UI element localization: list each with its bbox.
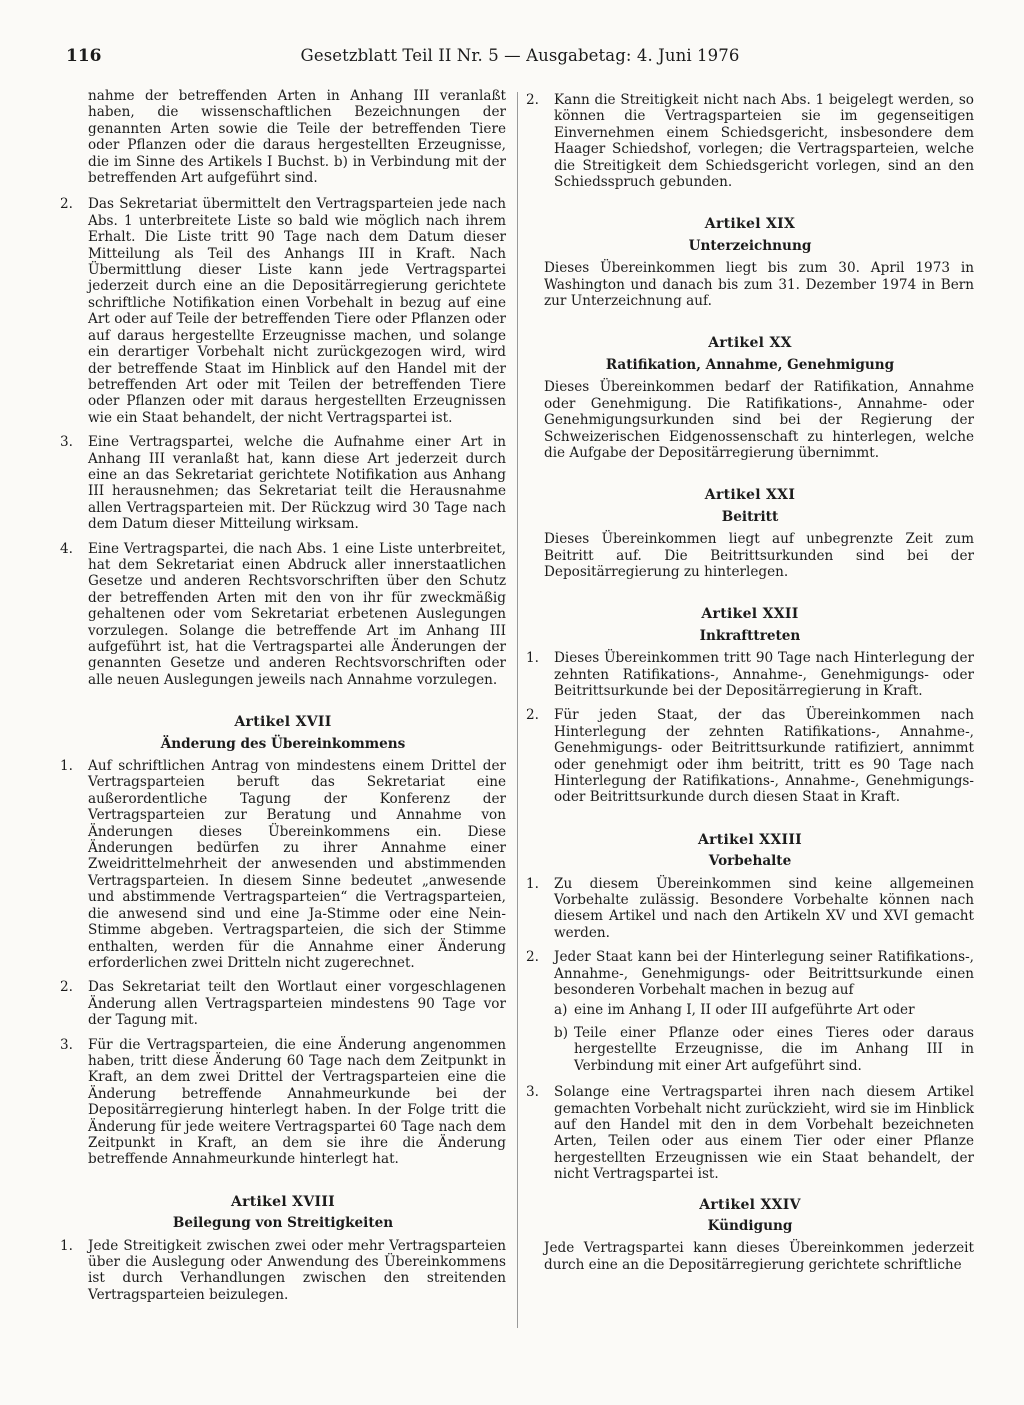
article-title: Inkrafttreten <box>699 627 801 644</box>
sub-item-label: a) <box>554 1002 568 1019</box>
list-item <box>526 876 974 942</box>
item-number: 2. <box>526 92 539 108</box>
article-text: Dieses Übereinkommen bedarf der Ratifikation, Annahme oder Genehmigung. Die Ratifikations-, Annahme- oder Genehmigungsurkunden sind bei der Regierung der Schweizerischen Eidgenossenschaft zu hinterlegen, welche die Aufgabe der Depositärregierung übernimmt. <box>544 379 974 461</box>
list-item <box>60 758 506 971</box>
article-number: Artikel XXIV <box>699 1196 801 1213</box>
list-item <box>526 707 974 805</box>
item-text: Eine Vertragspartei, welche die Aufnahme einer Art in Anhang III veranlaßt hat, kann diese Art jederzeit durch eine an das Sekretariat gerichtete Notifikation aus Anhang III herausnehmen; das Sekretariat teilt die Herausnahme allen Vertragsparteien mit. Der Rückzug wird 30 Tage nach dem Datum dieser Mitteilung wirksam. <box>88 434 506 533</box>
page-number: 116 <box>66 46 102 66</box>
item-text: Für die Vertragsparteien, die eine Änderung angenommen haben, tritt diese Änderung 60 Tage nach dem Zeitpunkt in Kraft, an dem zwei Drittel der Vertragsparteien eine die Änderung betreffende Annahmeurkunde bei der Depositärregierung hinterlegt haben. In der Folge tritt die Änderung für jede weitere Vertragspartei 60 Tage nach dem Zeitpunkt in Kraft, an dem sie ihre die Änderung betreffende Annahmeurkunde hinterlegt hat. <box>88 1036 506 1168</box>
item-number: 4. <box>60 540 73 557</box>
item-number: 2. <box>526 949 539 966</box>
item-number: 3. <box>60 1036 73 1053</box>
article-number: Artikel XX <box>708 335 792 352</box>
article-title: Änderung des Übereinkommens <box>160 735 406 752</box>
item-number: 2. <box>60 196 73 213</box>
item-text: Jeder Staat kann bei der Hinterlegung seiner Ratifikations-, Annahme-, Genehmigungs- oder Beitrittsurkunde einen besonderen Vorbehalt machen in bezug auf <box>554 949 974 999</box>
item-number: 3. <box>60 434 73 451</box>
item-text: Kann die Streitigkeit nicht nach Abs. 1 beigelegt werden, so können die Vertragsparteien sie im gegenseitigen Einvernehmen einem Schiedsgericht, insbesondere dem Haager Schiedshof, vorlegen; die Vertragsparteien, welche die Streitigkeit dem Schiedsgericht vorlegen, sind an den Schiedsspruch gebunden. <box>554 92 974 191</box>
item-text: Jede Streitigkeit zwischen zwei oder mehr Vertragsparteien über die Auslegung oder Anwendung des Übereinkommens ist durch Verhandlungen zwischen den streitenden Vertragsparteien beizulegen. <box>88 1237 506 1303</box>
article-text: Jede Vertragspartei kann dieses Übereinkommen jederzeit durch eine an die Depositärregierung gerichtete schriftliche <box>544 1240 974 1273</box>
continued-paragraph: nahme der betreffenden Arten in Anhang III veranlaßt haben, die wissenschaftlichen Bezeichnungen der genannten Arten sowie die Teile der betreffenden Tiere oder Pflanzen oder die daraus hergestellten Erzeugnisse, die im Sinne des Artikels I Buchst. b) in Verbindung mit der betreffenden Art aufgeführt sind. <box>88 88 506 187</box>
left-column <box>60 88 506 1311</box>
list-item <box>526 949 974 998</box>
item-number: 1. <box>60 758 73 775</box>
list-item <box>526 1084 974 1182</box>
item-number: 3. <box>526 1084 539 1101</box>
item-text: Das Sekretariat übermittelt den Vertragsparteien jede nach Abs. 1 unterbreitete Liste so bald wie möglich nach ihrem Erhalt. Die Liste tritt 90 Tage nach dem Datum dieser Mitteilung als Teil des Anhangs III in Kraft. Nach Übermittlung dieser Liste kann jede Vertragspartei jederzeit durch eine an die Depositärregierung gerichtete schriftliche Notifikation einen Vorbehalt in bezug auf eine Art oder auf Teile der betreffenden Tiere oder Pflanzen oder auf daraus hergestellte Erzeugnisse machen, und solange ein derartiger Vorbehalt nicht zurückgezogen wird, wird der betreffende Staat im Hinblick auf den Handel mit der betreffenden Art oder mit Teilen der betreffenden Tiere oder Pflanzen oder mit daraus hergestellten Erzeugnissen wie ein Staat behandelt, der nicht Vertragspartei ist. <box>88 196 506 426</box>
sub-item-label: b) <box>554 1024 569 1041</box>
item-number: 1. <box>526 650 539 667</box>
sub-item <box>554 1002 974 1018</box>
item-text: Auf schriftlichen Antrag von mindestens einem Drittel der Vertragsparteien beruft das Sekretariat eine außerordentliche Tagung der Konferenz der Vertragsparteien zur Beratung und Annahme von Änderungen dieses Übereinkommens ein. Diese Änderungen bedürfen zu ihrer Annahme einer Zweidrittelmehrheit der anwesenden und abstimmenden Vertragsparteien. In diesem Sinne bedeutet „anwesende und abstimmende Vertragsparteien“ die Vertragsparteien, die anwesend sind und eine Ja-Stimme oder eine Nein-Stimme abgeben. Vertragsparteien, die sich der Stimme enthalten, werden für die Annahme einer Änderung erforderlichen zwei Dritteln nicht zugerechnet. <box>88 758 506 971</box>
sub-item-text: eine im Anhang I, II oder III aufgeführte Art oder <box>574 1002 915 1019</box>
item-number: 1. <box>526 875 539 892</box>
article-title: Vorbehalte <box>708 853 792 870</box>
right-column <box>526 88 974 1281</box>
item-text: Für jeden Staat, der das Übereinkommen nach Hinterlegung der zehnten Ratifikations-, Annahme-, Genehmigungs- oder Beitrittsurkunde ratifiziert, annimmt oder genehmigt oder ihm beitritt, tritt es 90 Tage nach Hinterlegung der Ratifikations-, Annahme-, Genehmigungs- oder Beitrittsurkunde durch diesen Staat in Kraft. <box>554 707 974 806</box>
article-text: Dieses Übereinkommen liegt auf unbegrenzte Zeit zum Beitritt auf. Die Beitrittsurkunden sind bei der Depositärregierung zu hinterlegen. <box>544 531 974 580</box>
item-text: Eine Vertragspartei, die nach Abs. 1 eine Liste unterbreitet, hat dem Sekretariat einen Abdruck aller innerstaatlichen Gesetze und anderen Rechtsvorschriften über den Schutz der betreffenden Arten mit den von ihr für zweckmäßig gehaltenen oder vom Sekretariat erbetenen Auslegungen vorzulegen. Solange die betreffende Art im Anhang III aufgeführt ist, hat die Vertragspartei alle Änderungen der genannten Gesetze und anderen Rechtsvorschriften oder alle neuen Auslegungen jeweils nach Annahme vorzulegen. <box>88 540 506 688</box>
list-item <box>526 650 974 699</box>
list-item <box>60 196 506 426</box>
list-item <box>60 1037 506 1168</box>
list-item <box>60 541 506 689</box>
article-number: Artikel XXIII <box>697 831 803 848</box>
article-number: Artikel XVII <box>234 714 332 731</box>
article-title: Kündigung <box>707 1217 793 1234</box>
article-text: Dieses Übereinkommen liegt bis zum 30. April 1973 in Washington und danach bis zum 31. Dezember 1974 in Bern zur Unterzeichnung auf. <box>544 260 974 310</box>
column-divider <box>517 92 518 1328</box>
article-title: Beilegung von Streitigkeiten <box>172 1215 394 1232</box>
list-item <box>60 434 506 532</box>
list-item <box>60 979 506 1028</box>
running-title: Gesetzblatt Teil II Nr. 5 — Ausgabetag: 4. Juni 1976 <box>300 46 740 65</box>
article-number: Artikel XIX <box>704 216 796 233</box>
item-text: Dieses Übereinkommen tritt 90 Tage nach Hinterlegung der zehnten Ratifikations-, Annahme-, Genehmigungs- oder Beitrittsurkunde bei der Depositärregierung in Kraft. <box>554 650 974 699</box>
list-item <box>60 1238 506 1304</box>
article-title: Unterzeichnung <box>688 237 812 254</box>
page-header <box>66 46 974 70</box>
article-number: Artikel XVIII <box>230 1193 336 1210</box>
article-number: Artikel XXI <box>704 487 796 504</box>
item-text: Solange eine Vertragspartei ihren nach diesem Artikel gemachten Vorbehalt nicht zurückzieht, wird sie im Hinblick auf den Handel mit den in dem Vorbehalt bezeichneten Arten, Teilen oder aus einem Tier oder einer Pflanze hergestellten Erzeugnissen wie ein Staat behandelt, der nicht Vertragspartei ist. <box>554 1084 974 1183</box>
item-number: 2. <box>60 979 73 996</box>
sub-item-text: Teile einer Pflanze oder eines Tieres oder daraus hergestellte Erzeugnisse, die im Anhang III in Verbindung mit einer Art aufgeführt sind. <box>574 1024 974 1074</box>
article-title: Ratifikation, Annahme, Genehmigung <box>605 356 895 373</box>
item-text: Das Sekretariat teilt den Wortlaut einer vorgeschlagenen Änderung allen Vertragsparteien mindestens 90 Tage vor der Tagung mit. <box>88 979 506 1029</box>
item-number: 2. <box>526 707 539 724</box>
sub-item <box>554 1025 974 1074</box>
article-title: Beitritt <box>721 508 779 525</box>
list-item <box>526 92 974 190</box>
item-text: Zu diesem Übereinkommen sind keine allgemeinen Vorbehalte zulässig. Besondere Vorbehalte können nach diesem Artikel und nach den Artikeln XV und XVI gemacht werden. <box>554 875 974 941</box>
article-number: Artikel XXII <box>701 606 799 623</box>
item-number: 1. <box>60 1237 73 1254</box>
